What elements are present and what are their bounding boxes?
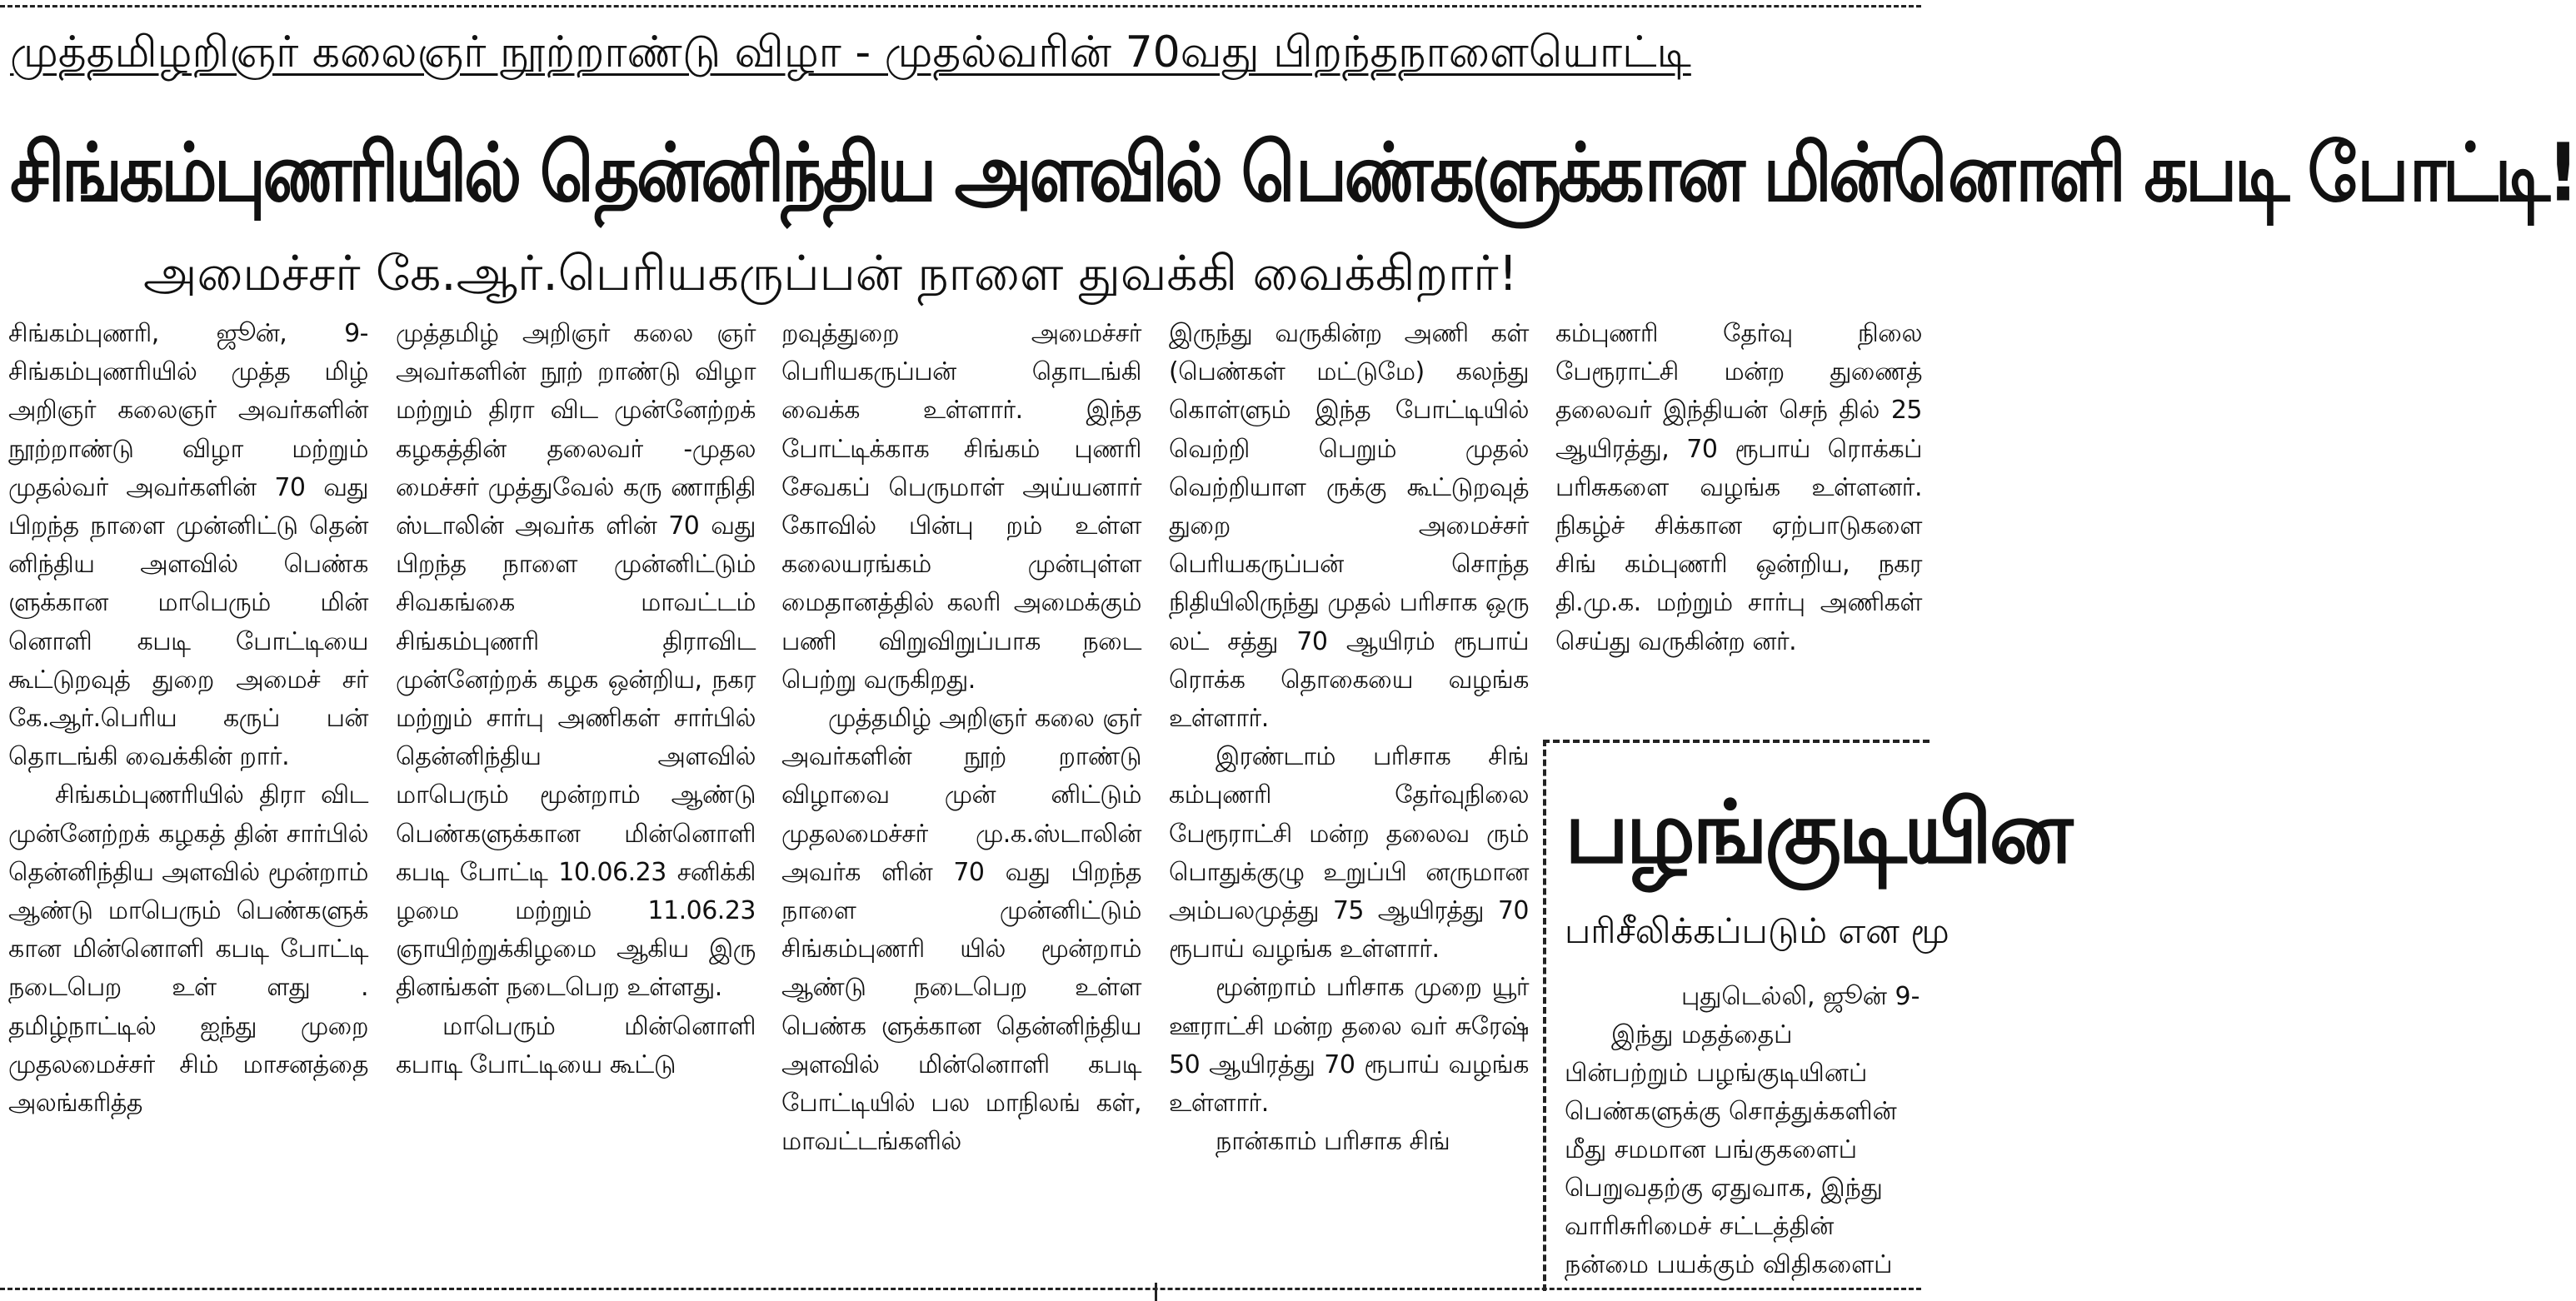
- article-column-2: [396, 315, 756, 1084]
- column-paragraph: மாபெரும் மின்னொளி கபாடி போட்டியை கூட்டு: [396, 1011, 756, 1079]
- kicker: முத்தமிழறிஞர் கலைஞர் நூற்றாண்டு விழா - முதல்வரின் 70வது பிறந்தநாளையொட்டி: [10, 27, 1691, 77]
- side-story-line: நன்மை பயக்கும் விதிகளைப்: [1565, 1250, 1893, 1279]
- top-cut-line: [0, 5, 1921, 7]
- article-column-3: [781, 315, 1141, 1161]
- side-story-title: பழங்குடியின: [1565, 781, 2070, 883]
- side-story-line: வாரிசுரிமைச் சட்டத்தின்: [1565, 1212, 1835, 1241]
- column-paragraph: இரண்டாம் பரிசாக சிங் கம்புணரி தேர்வுநிலை பேரூராட்சி மன்ற தலைவ ரும் பொதுக்குழு உறுப்பி னருமான அம்பலமுத்து 75 ஆயிரத்து 70 ரூபாய் வழங்க உள்ளார்.: [1169, 742, 1529, 965]
- headline: சிங்கம்புணரியில் தென்னிந்திய அளவில் பெண்களுக்கான மின்னொளி கபடி போட்டி!: [10, 125, 2576, 220]
- side-story-box: [1543, 740, 2070, 1291]
- bottom-cut-line: [0, 1288, 1921, 1290]
- column-paragraph: இருந்து வருகின்ற அணி கள் (பெண்கள் மட்டுமே) கலந்து கொள்ளும் இந்த போட்டியில் வெற்றி பெறும் முதல் வெற்றியாள ருக்கு கூட்டுறவுத் துறை அமைச்சர் பெரியகருப்பன் சொந்த நிதியிலிருந்து முதல் பரிசாக ஒரு லட் சத்து 70 ஆயிரம் ரூபாய் ரொக்க தொகையை வழங்க உள்ளார்.: [1169, 319, 1529, 734]
- column-paragraph: முத்தமிழ் அறிஞர் கலை ஞர் அவர்களின் நூற் றாண்டு விழாவை முன் னிட்டும் முதலமைச்சர் மு.க.ஸ்டாலின் அவர்க ளின் 70 வது பிறந்த நாளை முன்னிட்டும் சிங்கம்புணரி யில் மூன்றாம் ஆண்டு நடைபெற உள்ள பெண்க ளுக்கான தென்னிந்திய அளவில் மின்னொளி கபடி போட்டியில் பல மாநிலங் கள், மாவட்டங்களில்: [781, 704, 1141, 1157]
- side-story-line: இந்து மதத்தைப்: [1611, 1020, 1793, 1049]
- column-paragraph: நான்காம் பரிசாக சிங்: [1216, 1127, 1450, 1157]
- column-paragraph: சிங்கம்புணரி, ஜூன், 9- சிங்கம்புணரியில் முத்த மிழ் அறிஞர் கலைஞர் அவர்களின் நூற்றாண்டு விழா மற்றும் முதல்வர் அவர்களின் 70 வது பிறந்த நாளை முன்னிட்டு தென் னிந்திய அளவில் பெண்க ளுக்கான மாபெரும் மின் னொளி கபடி போட்டியை கூட்டுறவுத் துறை அமைச் சர் கே.ஆர்.பெரிய கருப் பன் தொடங்கி வைக்கின் றார்.: [8, 319, 368, 772]
- article-column-4: [1169, 315, 1529, 1161]
- subhead: அமைச்சர் கே.ஆர்.பெரியகருப்பன் நாளை துவக்கி வைக்கிறார்!: [143, 245, 1518, 302]
- column-paragraph: முத்தமிழ் அறிஞர் கலை ஞர் அவர்களின் நூற் றாண்டு விழா மற்றும் திரா விட முன்னேற்றக் கழகத்தின் தலைவர் -முதல மைச்சர் முத்துவேல் கரு ணாநிதி ஸ்டாலின் அவர்க ளின் 70 வது பிறந்த நாளை முன்னிட்டும் சிவகங்கை மாவட்டம் சிங்கம்புணரி திராவிட முன்னேற்றக் கழக ஒன்றிய, நகர மற்றும் சார்பு அணிகள் சார்பில் தென்னிந்திய அளவில் மாபெரும் மூன்றாம் ஆண்டு பெண்களுக்கான மின்னொளி கபடி போட்டி 10.06.23 சனிக்கி ழமை மற்றும் 11.06.23 ஞாயிற்றுக்கிழமை ஆகிய இரு தினங்கள் நடைபெற உள்ளது.: [396, 319, 756, 1003]
- side-story-line: பெறுவதற்கு ஏதுவாக, இந்து: [1565, 1174, 1883, 1203]
- side-story-line: மீது சமமான பங்குகளைப்: [1565, 1135, 1858, 1164]
- side-story-body: [1565, 978, 1956, 1284]
- column-paragraph: கம்புணரி தேர்வு நிலை பேரூராட்சி மன்ற துணைத் தலைவர் இந்தியன் செந் தில் 25 ஆயிரத்து, 70 ரூபாய் ரொக்கப் பரிசுகளை வழங்க உள்ளனர். நிகழ்ச் சிக்கான ஏற்பாடுகளை சிங் கம்புணரி ஒன்றிய, நகர தி.மு.க. மற்றும் சார்பு அணிகள் செய்து வருகின்ற னர்.: [1555, 319, 1922, 656]
- side-story-subtitle: பரிசீலிக்கப்படும் என மூ: [1565, 910, 1949, 951]
- column-paragraph: மூன்றாம் பரிசாக முறை யூர் ஊராட்சி மன்ற தலை வர் சுரேஷ் 50 ஆயிரத்து 70 ரூபாய் வழங்க உள்ளார்.: [1169, 973, 1529, 1119]
- article-column-5: [1555, 315, 1922, 661]
- article-column-1: [8, 315, 368, 1123]
- fold-mark: [1155, 1283, 1157, 1301]
- column-paragraph: றவுத்துறை அமைச்சர் பெரியகருப்பன் தொடங்கி வைக்க உள்ளார். இந்த போட்டிக்காக சிங்கம் புணரி சேவகப் பெருமாள் அய்யனார் கோவில் பின்பு றம் உள்ள கலையரங்கம் முன்புள்ள மைதானத்தில் கலரி அமைக்கும் பணி விறுவிறுப்பாக நடை பெற்று வருகிறது.: [781, 319, 1141, 695]
- side-story-dateline: புதுடெல்லி, ஜூன் 9-: [1681, 982, 1920, 1011]
- column-paragraph: சிங்கம்புணரியில் திரா விட முன்னேற்றக் கழகத் தின் சார்பில் தென்னிந்திய அளவில் மூன்றாம் ஆண்டு மாபெரும் பெண்களுக் கான மின்னொளி கபடி போட்டி நடைபெற உள் ளது . தமிழ்நாட்டில் ஐந்து முறை முதலமைச்சர் சிம் மாசனத்தை அலங்கரித்த: [8, 780, 368, 1119]
- side-story-line: பெண்களுக்கு சொத்துக்களின்: [1565, 1097, 1897, 1126]
- side-story-line: பின்பற்றும் பழங்குடியினப்: [1565, 1059, 1868, 1088]
